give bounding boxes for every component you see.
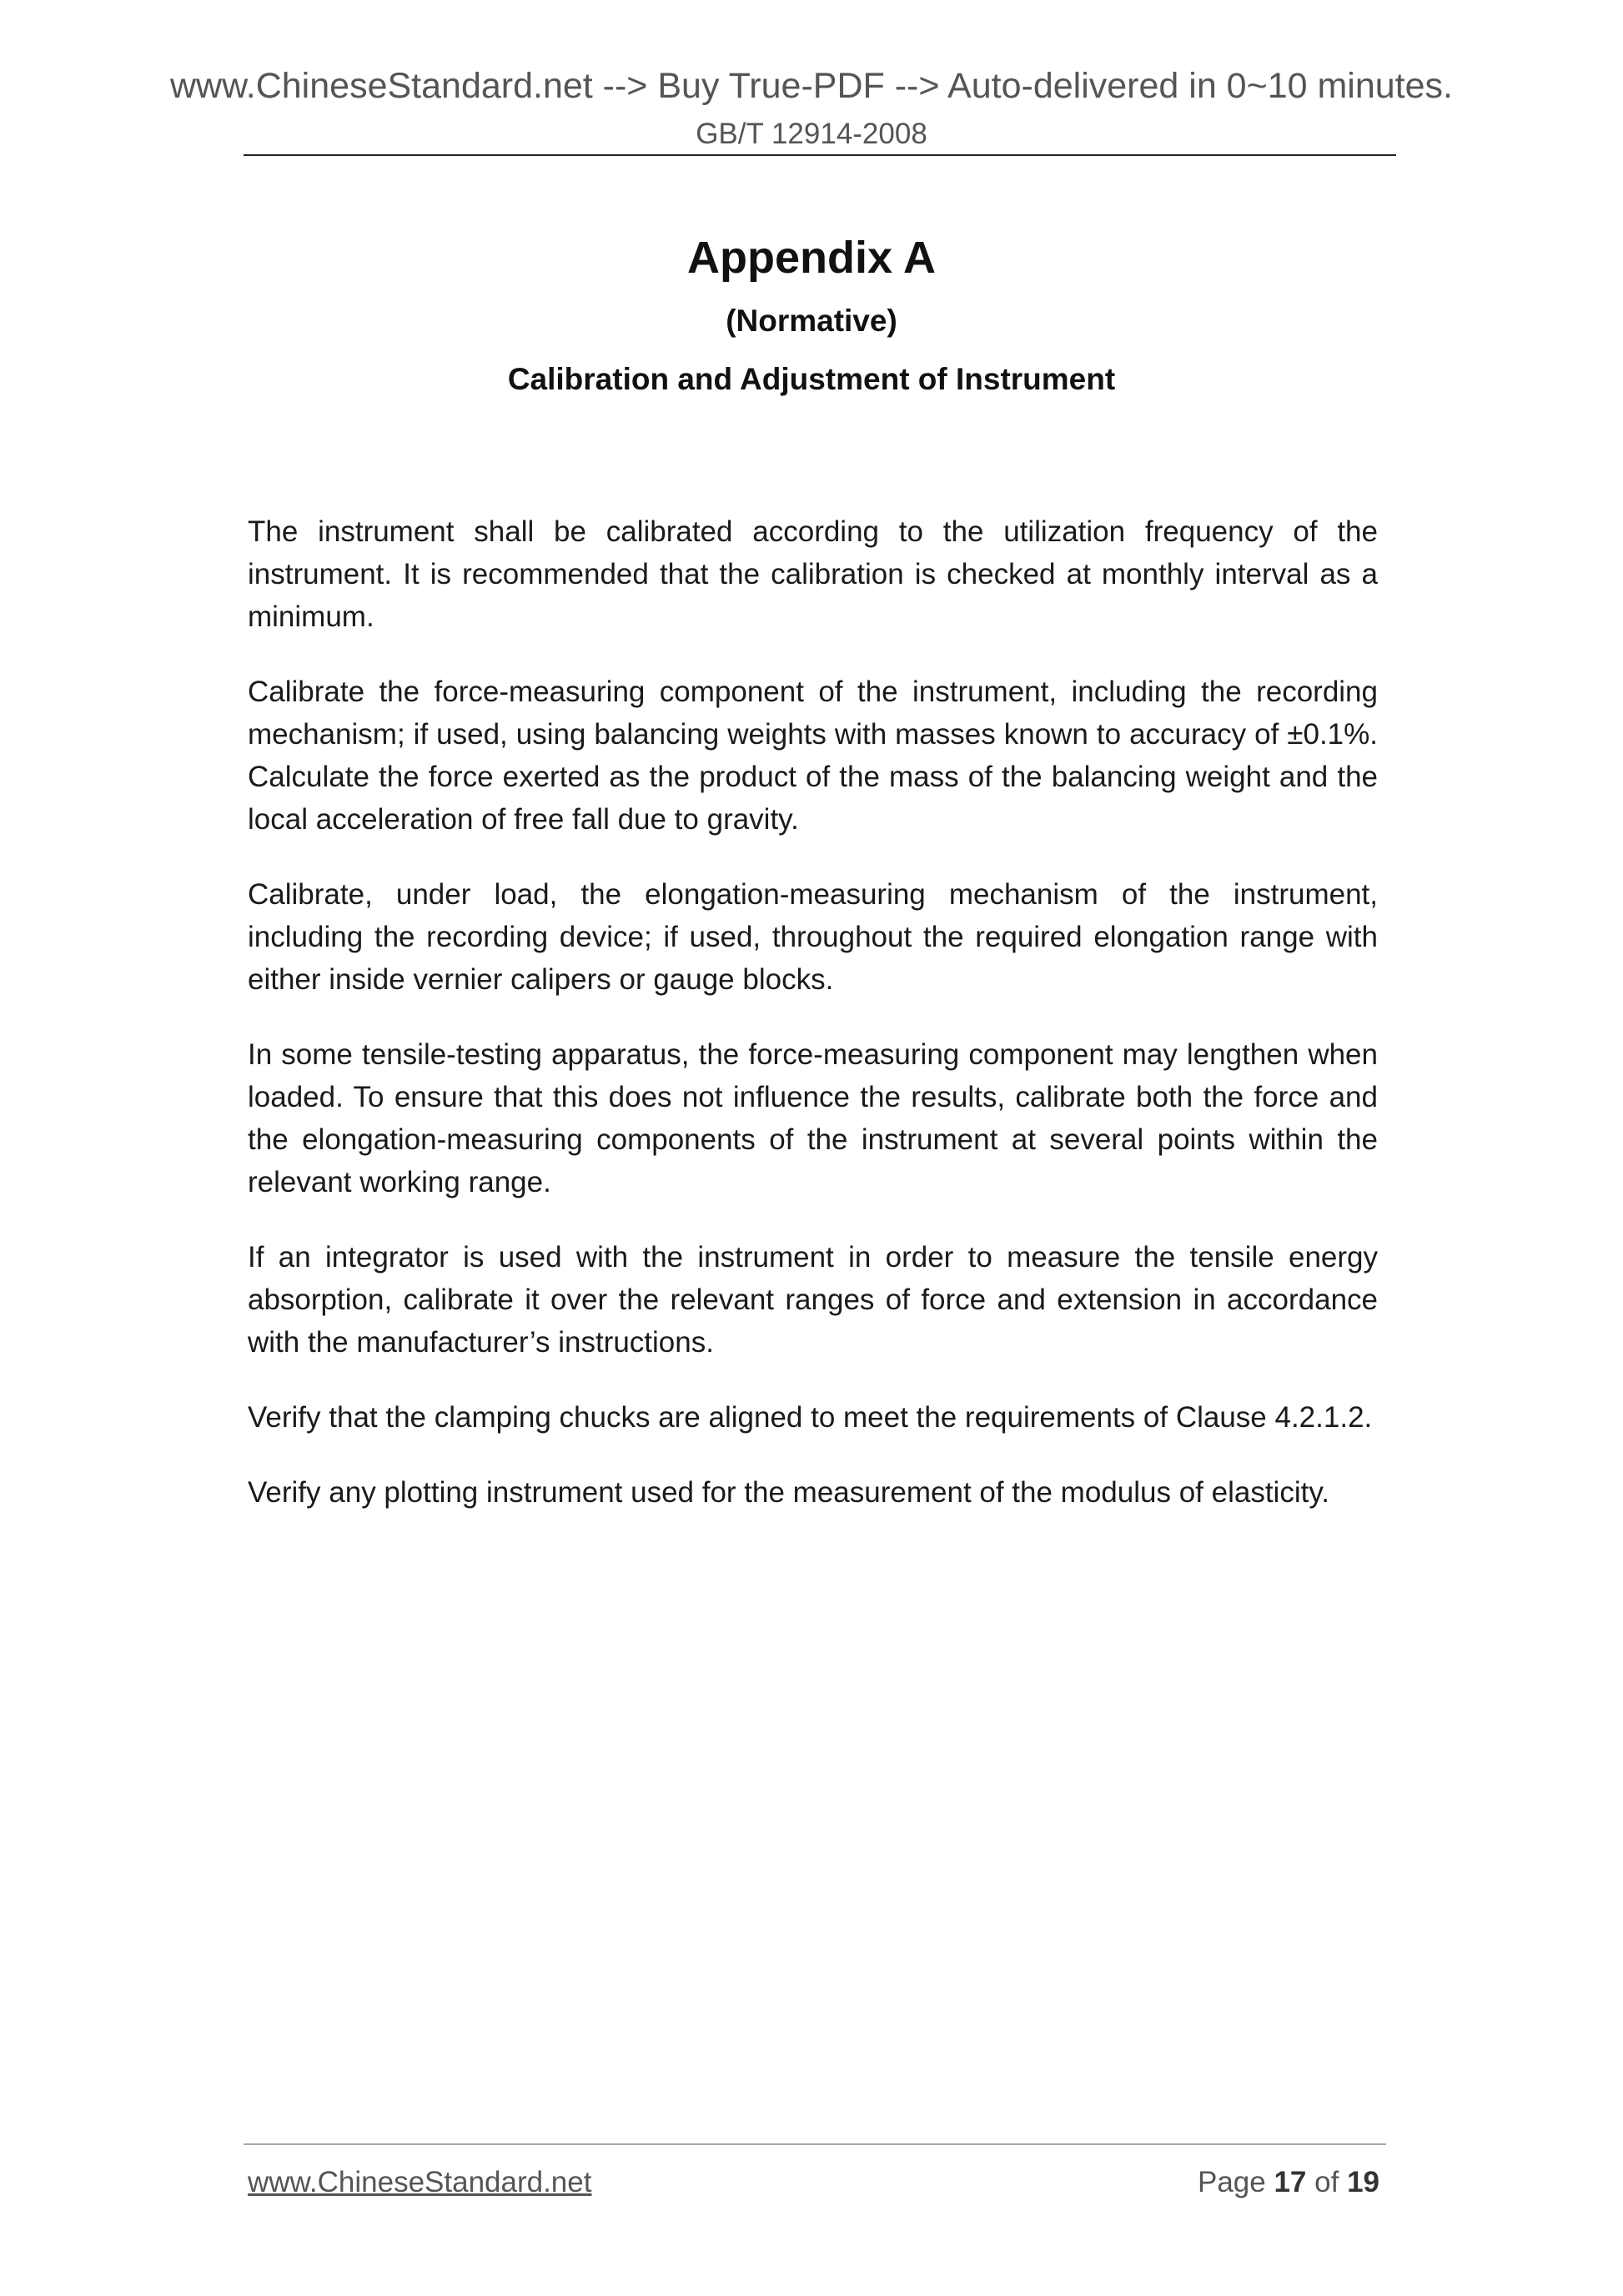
paragraph: Verify that the clamping chucks are aligned to meet the requirements of Clause 4.2.1.2. [248, 1401, 1373, 1434]
current-page: 17 [1274, 2166, 1307, 2198]
footer-website-link[interactable]: www.ChineseStandard.net [248, 2166, 592, 2198]
body-text [248, 510, 1378, 1546]
page-of-label: of [1314, 2166, 1339, 2198]
document-code: GB/T 12914-2008 [696, 118, 927, 150]
header-divider [244, 154, 1396, 156]
appendix-title: Appendix A [686, 233, 936, 283]
page-label: Page [1197, 2166, 1266, 2198]
footer-divider [244, 2143, 1386, 2145]
total-pages: 19 [1347, 2166, 1379, 2198]
header-banner: www.ChineseStandard.net --> Buy True-PDF --> Auto-delivered in 0~10 minutes. [169, 66, 1453, 106]
paragraph: The instrument shall be calibrated according to the utilization frequency of the instrument. It is recommended that the calibration is checked at monthly interval as a minimum. [248, 515, 1378, 633]
paragraph: If an integrator is used with the instrument in order to measure the tensile energy absorption, calibrate it over the relevant ranges of force and extension in accordance with the manufacturer’s instructions. [248, 1241, 1378, 1359]
section-title: Calibration and Adjustment of Instrument [507, 362, 1116, 396]
paragraph: Calibrate the force-measuring component of the instrument, including the recording mechanism; if used, using balancing weights with masses known to accuracy of ±0.1%. Calculate the force exerted as the product of the mass of the balancing weight and the local acceleration of free fall due to gravity. [248, 676, 1378, 836]
appendix-subtitle: (Normative) [726, 304, 897, 338]
paragraph: Verify any plotting instrument used for the measurement of the modulus of elasticity. [248, 1476, 1329, 1509]
paragraph: In some tensile-testing apparatus, the force-measuring component may lengthen when loaded. To ensure that this does not influence the results, calibrate both the force and the elongation-measuring components of the instrument at several points within the relevant working range. [248, 1038, 1378, 1198]
page-number [1198, 2166, 1379, 2199]
paragraph: Calibrate, under load, the elongation-measuring mechanism of the instrument, including the recording device; if used, throughout the required elongation range with either inside vernier calipers or gauge blocks. [248, 878, 1378, 996]
